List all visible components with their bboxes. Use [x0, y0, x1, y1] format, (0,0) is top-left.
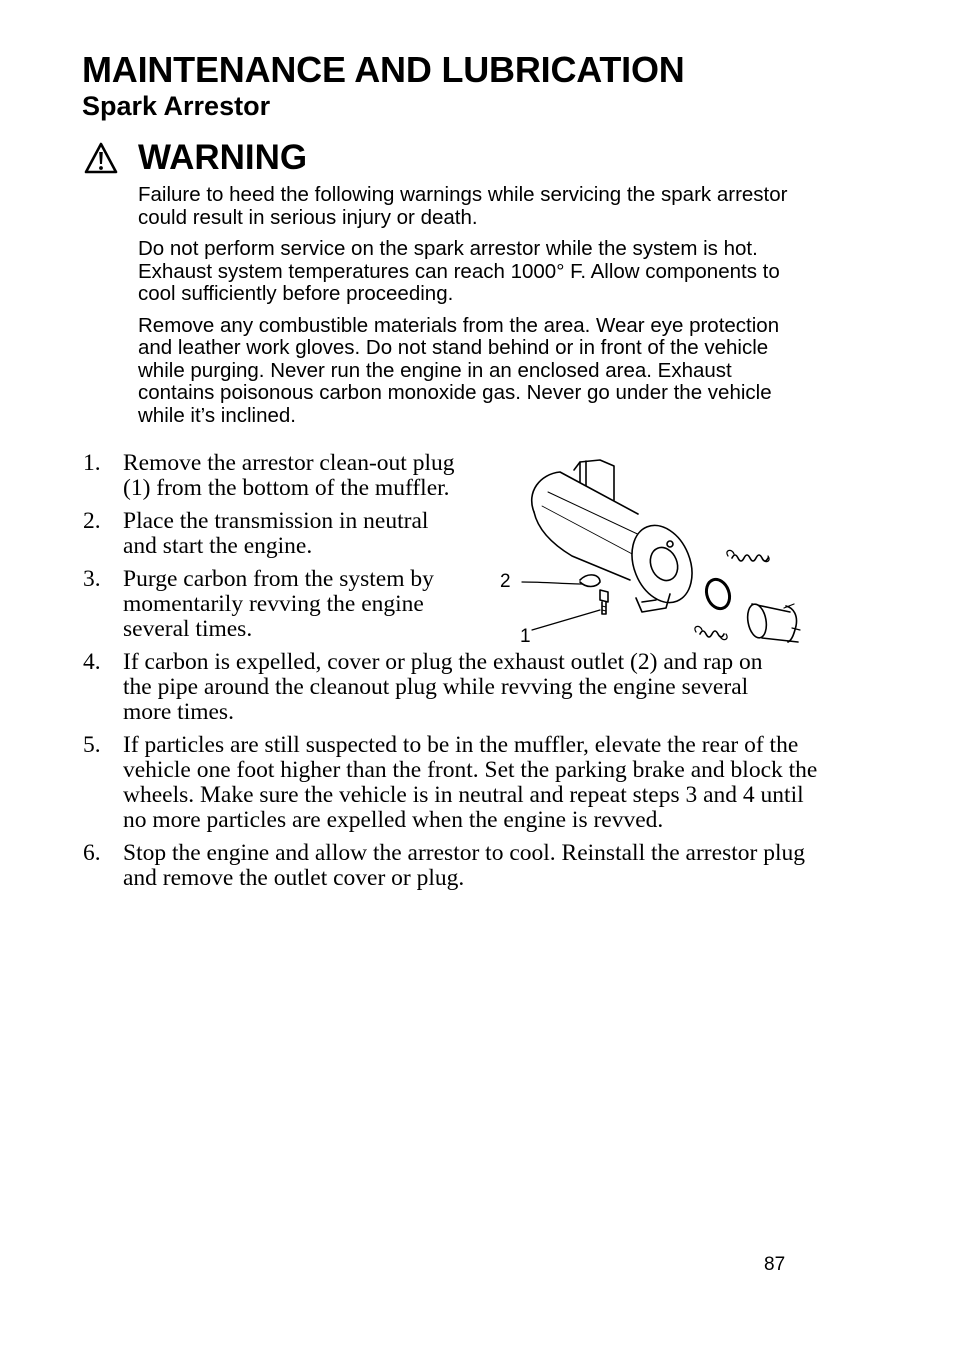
- step-number: 5.: [83, 732, 101, 758]
- step-text: Place the transmission in neutral and start the engine.: [123, 508, 429, 559]
- list-item: [80, 733, 820, 833]
- step-number: 2.: [83, 508, 101, 534]
- step-number: 6.: [83, 840, 101, 866]
- warning-body: [138, 184, 808, 436]
- warning-title: WARNING: [138, 138, 308, 177]
- warning-paragraph: Do not perform service on the spark arrestor while the system is hot. Exhaust system temperatures can reach 1000° F. Allow components to cool sufficiently before proceeding.: [138, 237, 780, 305]
- muffler-illustration: [496, 452, 802, 658]
- section-title: MAINTENANCE AND LUBRICATION: [82, 49, 685, 90]
- list-item: [80, 650, 820, 725]
- callout-outlet-label: 2: [500, 571, 511, 592]
- step-number: 3.: [83, 566, 101, 592]
- muffler-diagram: [496, 452, 802, 658]
- warning-paragraph: Remove any combustible materials from the area. Wear eye protection and leather work gloves. Do not stand behind or in front of the vehicle while purging. Never run the engine in an enclosed area. Exhaust contains poisonous carbon monoxide gas. Never go under the vehicle while it’s inclined.: [138, 313, 780, 427]
- step-text: If carbon is expelled, cover or plug the exhaust outlet (2) and rap on the pipe around the cleanout plug while revving the engine several more times.: [123, 649, 763, 725]
- step-text: If particles are still suspected to be in the muffler, elevate the rear of the vehicle one foot higher than the front. Set the parking brake and block the wheels. Make sure the vehicle is in neutral and repeat steps 3 and 4 until no more particles are expelled when the engine is revved.: [123, 732, 818, 833]
- step-number: 4.: [83, 649, 101, 675]
- page-number: 87: [764, 1254, 786, 1275]
- step-text: Purge carbon from the system by momentarily revving the engine several times.: [123, 566, 434, 642]
- warning-triangle-icon: [84, 142, 118, 174]
- step-text: Remove the arrestor clean-out plug (1) from the bottom of the muffler.: [123, 450, 455, 501]
- warning-paragraph: Failure to heed the following warnings while servicing the spark arrestor could result in serious injury or death.: [138, 183, 788, 229]
- page-subtitle: Spark Arrestor: [82, 91, 271, 121]
- list-item: [80, 841, 820, 891]
- callout-plug-label: 1: [520, 626, 531, 647]
- warning-header: [84, 138, 307, 178]
- step-text: Stop the engine and allow the arrestor to cool. Reinstall the arrestor plug and remove the outlet cover or plug.: [123, 840, 805, 891]
- step-number: 1.: [83, 450, 101, 476]
